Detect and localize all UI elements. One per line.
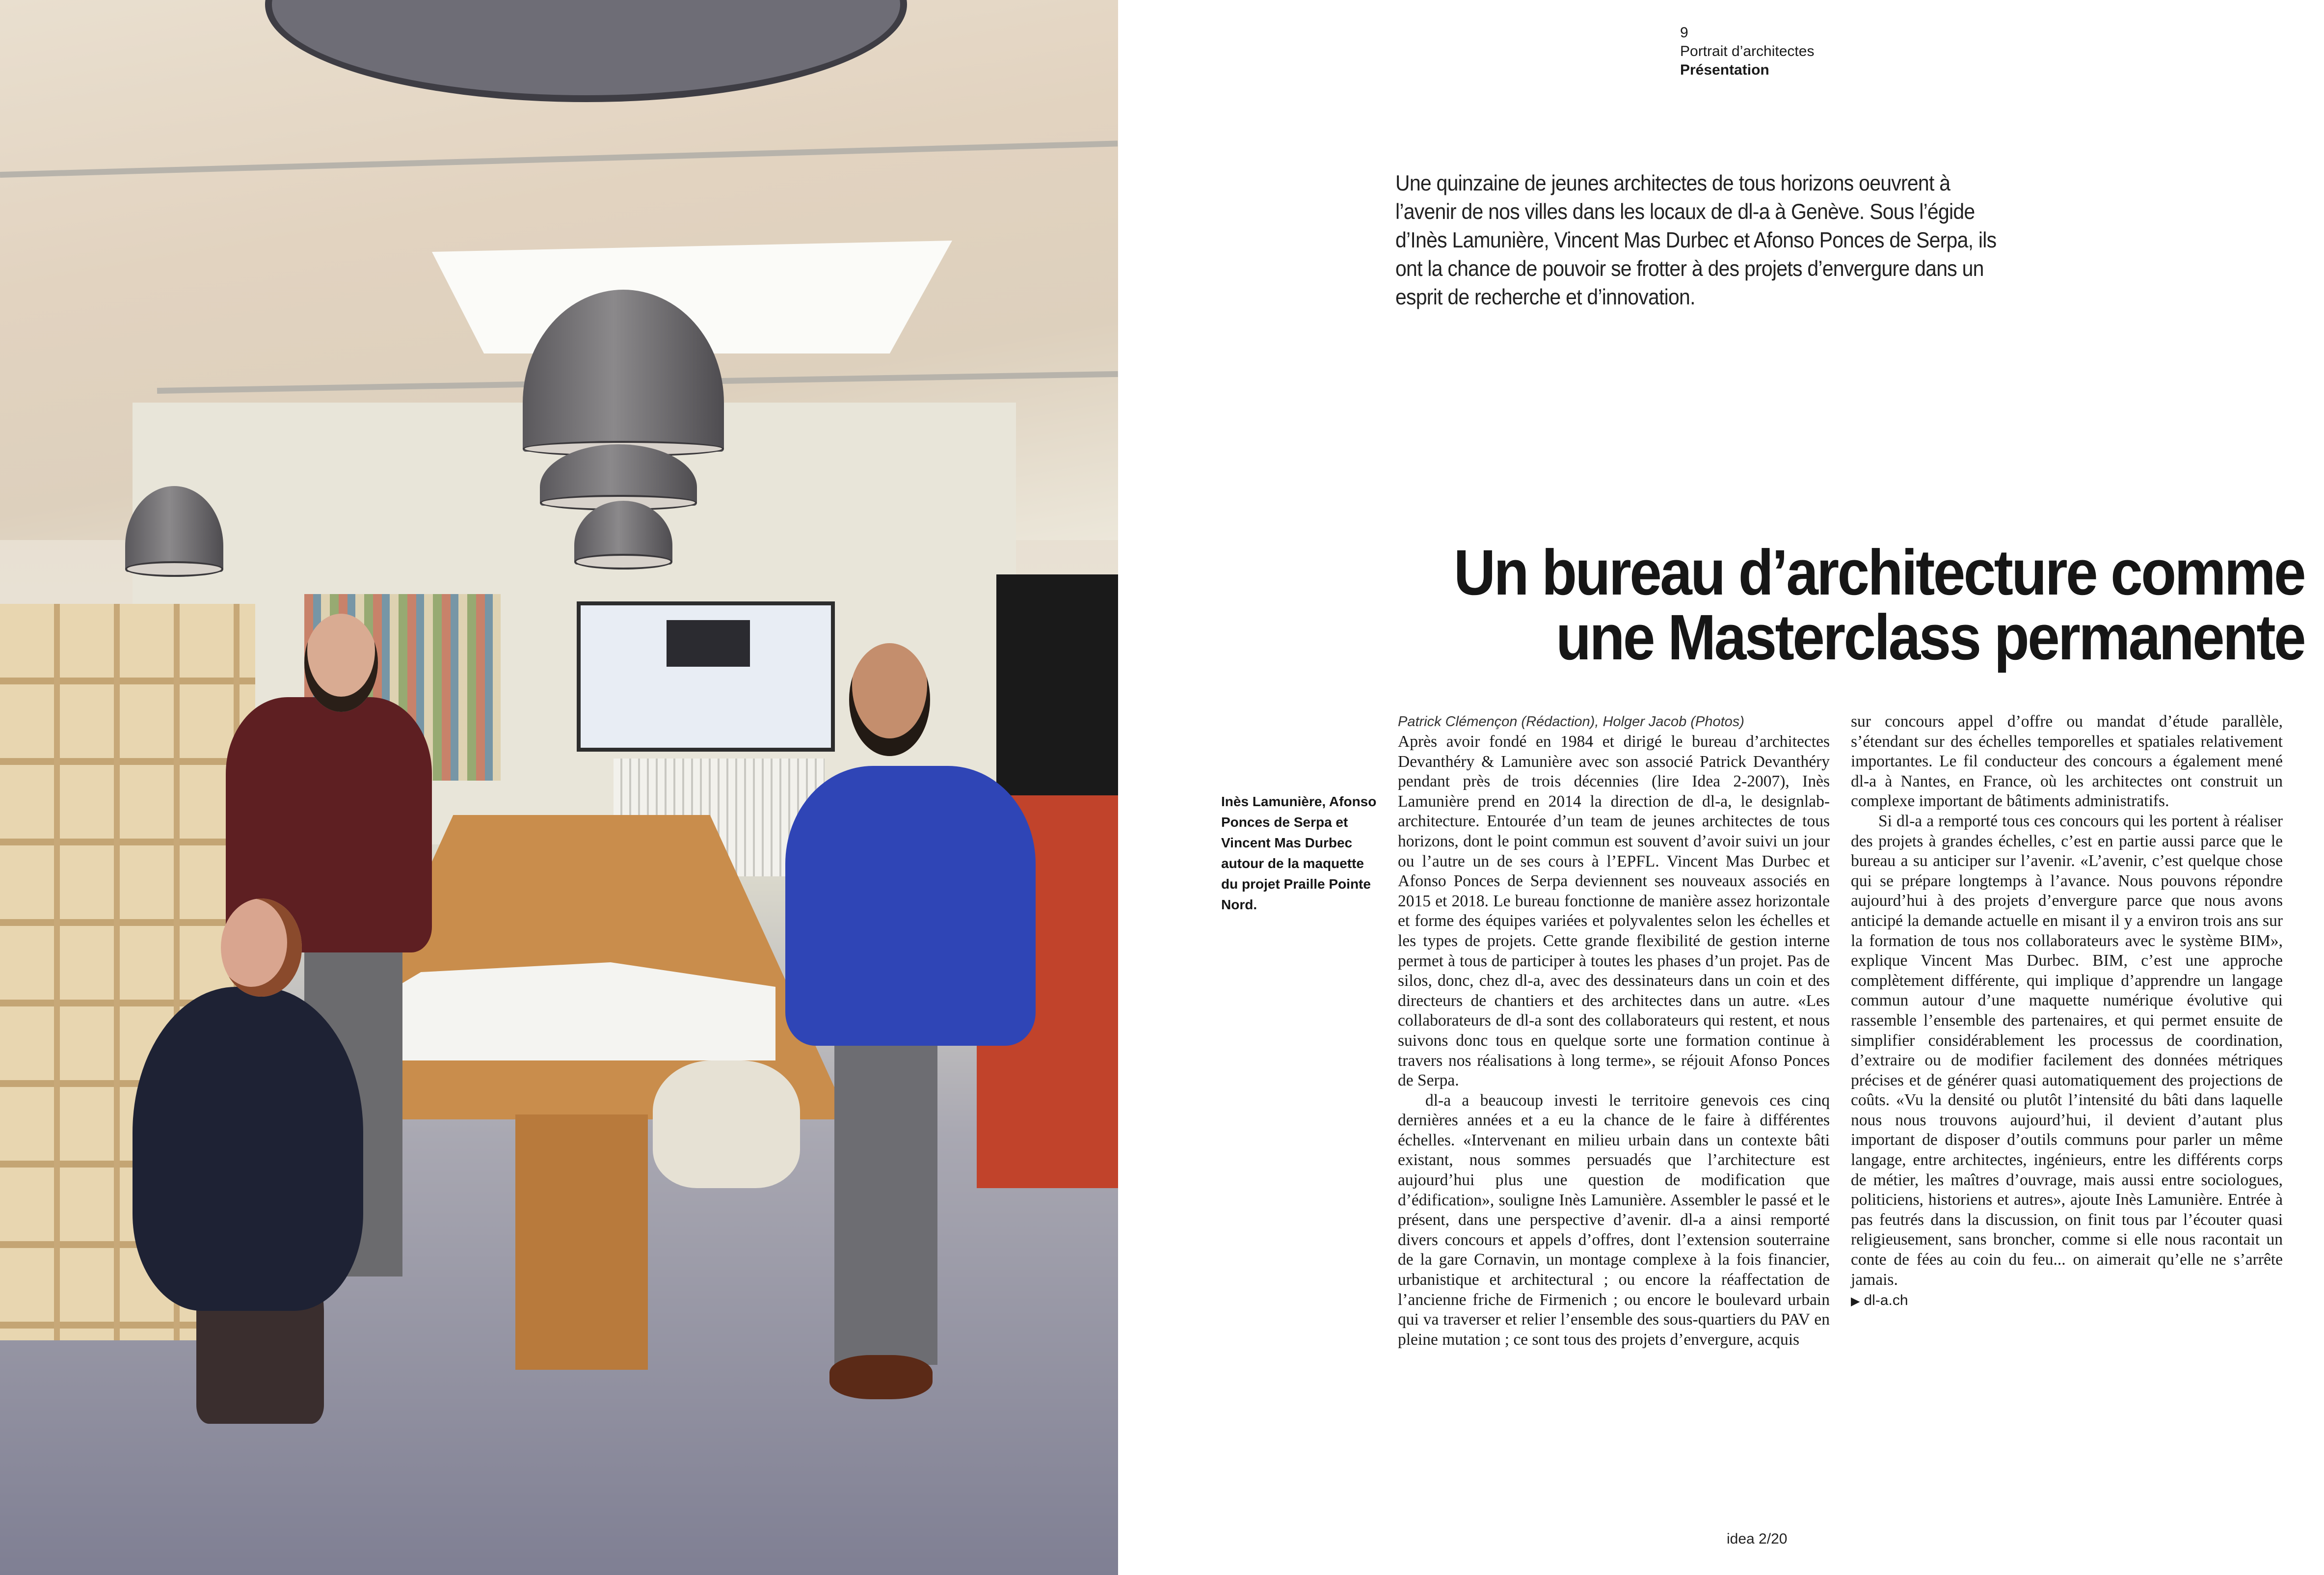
article-photo [0,0,1118,1575]
byline: Patrick Clémençon (Rédaction), Holger Jacob (Photos) [1398,714,1744,730]
person-afonso-shoes [829,1355,933,1399]
person-afonso-head [849,643,930,756]
body-paragraph: sur concours appel d’offre ou mandat d’étude parallèle, s’étendant sur des échelles temporelles et spatiales relativement importantes. Le fil conducteur des concours a également mené dl-a à Nantes, en France, où les architectes ont construit un complexe important de bâtiments administratifs. [1851,712,2283,811]
triangle-right-icon: ▶ [1851,1295,1860,1308]
footer-folio: idea 2/20 [1727,1531,1788,1547]
headline-line-2: une Masterclass permanente [1556,601,2304,673]
section-label: Portrait d’architectes [1680,43,1815,59]
table-leg [515,1114,648,1370]
page-number: 9 [1680,25,1688,41]
body-paragraph: Après avoir fondé en 1984 et dirigé le bureau d’architectes Devanthéry & Lamunière avec son associé Patrick Devanthéry pendant près de trois décennies (lire Idea 2-2007), Inès Lamunière prend en 2014 la direction de dl-a, le designlab-architecture. Entourée d’un team de jeunes architectes de tous horizons, dont le point commun est souvent d’avoir suivi un jour ou l’autre un de ses cours à l’EPFL. Vincent Mas Durbec et Afonso Ponces de Serpa deviennent ses nouveaux associés en 2015 et 2018. Le bureau fonctionne de manière assez horizontale et forme des équipes variées et polyvalentes selon les échelles et les types de projets. Cette grande flexibilité de gestion interne permet à tous de participer à toutes les phases d’un projet. Pas de silos, donc, chez dl-a, avec des dessinateurs dans un coin et des directeurs de chantiers et des architectes dans un autre. «Les collaborateurs de dl-a sont des collaborateurs qui restent, et nous suivons donc tous en quelque sorte une formation continue à travers nos réalisations à long terme», se réjouit Afonso Ponces de Serpa. [1398,733,1830,1090]
subsection-label: Présentation [1680,62,1769,78]
person-vincent-head [304,614,378,712]
headline-line-1: Un bureau d’architecture comme [1453,536,2304,608]
person-ines-head [221,898,302,997]
running-header [1680,24,1814,80]
wall-monitor [577,601,835,752]
website-link-label[interactable]: dl-a.ch [1864,1292,1908,1309]
photo-caption: Inès Lamunière, Afonso Ponces de Serpa et Vincent Mas Durbec autour de la maquette du projet Praille Pointe Nord. [1221,794,1377,912]
dark-panel [996,574,1118,805]
article-page [1118,0,2324,1575]
body-column-right [1851,712,2283,1312]
body-column-left [1398,732,1830,1350]
lead-paragraph: Une quinzaine de jeunes architectes de tous horizons oeuvrent à l’avenir de nos villes dans les locaux de dl-a à Genève. Sous l’égide d’Inès Lamunière, Vincent Mas Durbec et Afonso Ponces de Serpa, ils ont la chance de pouvoir se frotter à des projets d’envergure dans un esprit de recherche et d’innovation. [1395,171,1997,309]
chair [653,1060,800,1188]
website-link[interactable] [1851,1291,2283,1312]
person-ines [133,987,363,1311]
person-afonso-legs [834,1031,937,1365]
person-afonso [785,766,1036,1046]
headline [1274,536,2304,673]
monitor-image [667,620,750,667]
body-paragraph: dl-a a beaucoup investi le territoire genevois ces cinq dernières années et a eu la chance de le faire à différentes échelles. «Intervenant en milieu urbain dans un contexte bâti existant, nous sommes persuadés que l’architecture est aujourd’hui plus une question de modification que d’édification», souligne Inès Lamunière. Assembler le passé et le présent, dans une perspective d’avenir. dl-a a ainsi remporté divers concours et appels d’offres, dont l’extension souterraine de la gare Cornavin, un montage complexe à la fois financier, urbanistique et architectural ; ou encore la réaffectation de l’ancienne friche de Firmenich ; ou encore le boulevard urbain qui va traverser et relier l’ensemble des sous-quartiers du PAV en pleine mutation ; ce sont tous des projets d’envergure, acquis [1398,1091,1830,1349]
body-paragraph: Si dl-a a remporté tous ces concours qui les portent à réaliser des projets à grandes échelles, c’est en partie aussi parce que le bureau a su anticiper sur l’avenir. «L’avenir, c’est quelque chose qui se prépare longtemps à l’avance. Nous pouvons répondre aujourd’hui à des projets d’envergure parce que nous avons anticipé la demande actuelle en misant il y a environ trois ans sur la formation de tous nos collaborateurs avec le système BIM», explique Vincent Mas Durbec. BIM, c’est une approche complètement différente, qui implique d’apprendre un langage commun autour d’une maquette numérique évolutive qui rassemble l’ensemble des partenaires, et qui permet ensuite de simplifier considérablement les processus de coordination, d’extraire ou de modifier facilement des données métriques précises et de générer quasi automatiquement des projections de coûts. «Vu la densité ou plutôt l’intensité du bâti dans laquelle nous nous trouvons aujourd’hui, il devient d’autant plus important de disposer d’outils communs pour parler un même langage, entre architectes, ingénieurs, entre les différents corps de métier, les maîtres d’ouvrage, mais aussi entre sociologues, politiciens, historiens et autres», ajoute Inès Lamunière. Entrée à pas feutrés dans la discussion, on finit tous par l’écouter quasi religieusement, sans broncher, comme si elle nous racontait un conte de fées au coin du feu... on aimerait qu’elle ne s’arrête jamais. [1851,812,2283,1289]
